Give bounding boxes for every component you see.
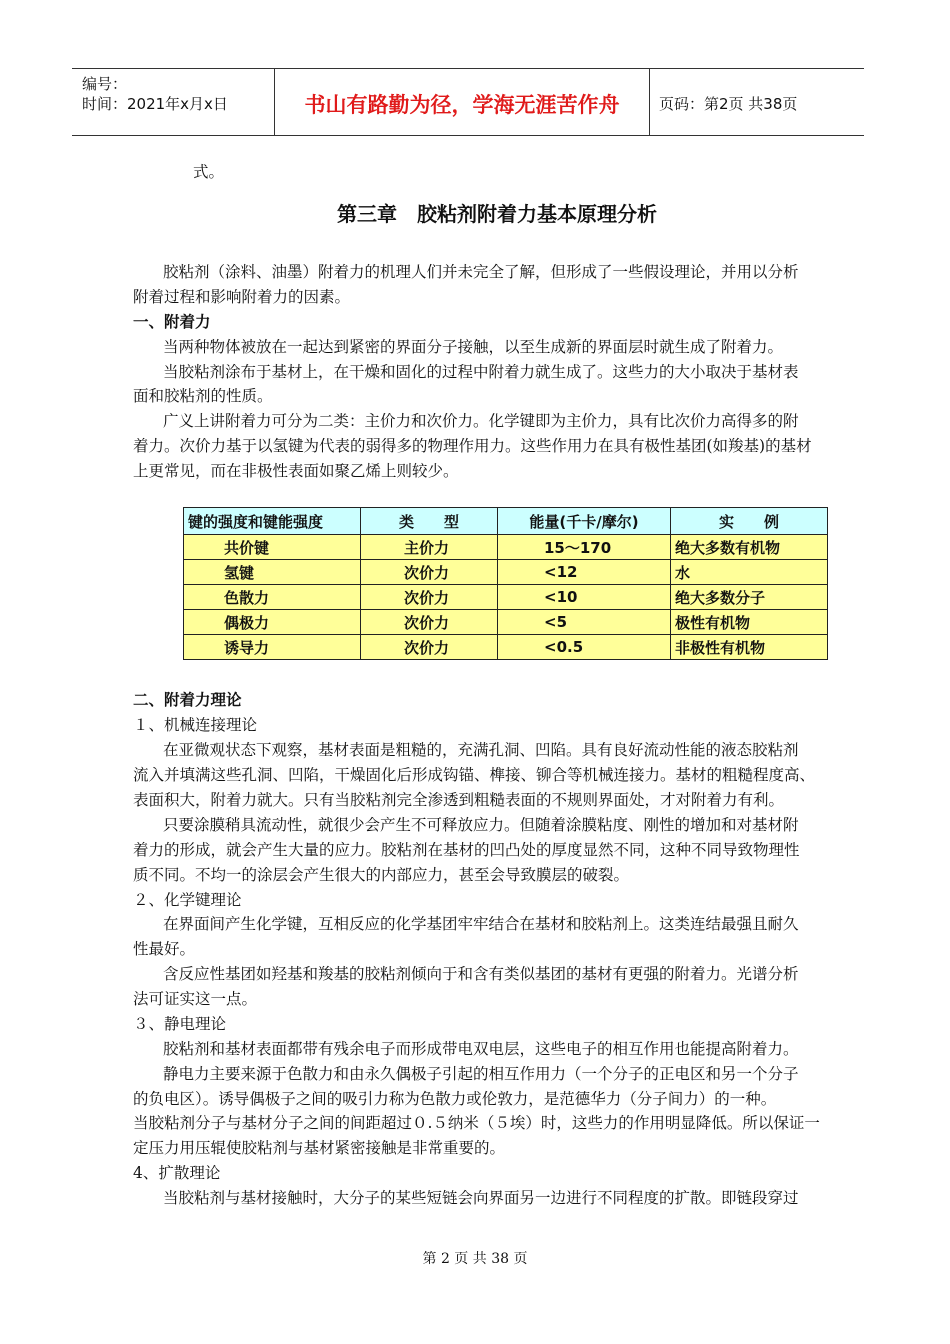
subheading: 4、扩散理论 bbox=[133, 1164, 221, 1182]
header-page-number: 页码：第2页 共38页 bbox=[659, 95, 798, 113]
paragraph: 着力的形成，就会产生大量的应力。胶粘剂在基材的凹凸处的厚度显然不同，这种不同导致物理性 bbox=[133, 841, 800, 859]
table-cell: 次价力 bbox=[361, 585, 498, 610]
paragraph: 流入并填满这些孔洞、凹陷，干燥固化后形成钩锚、榫接、铆合等机械连接力。基材的粗糙程度高、 bbox=[133, 766, 816, 784]
table-cell: <10 bbox=[498, 585, 671, 610]
table-header-row bbox=[184, 508, 828, 535]
paragraph: 广义上讲附着力可分为二类：主价力和次价力。化学键即为主价力，具有比次价力高得多的附 bbox=[163, 412, 799, 430]
subheading: ３、静电理论 bbox=[133, 1015, 227, 1033]
table-row bbox=[184, 610, 828, 635]
doc-time: 时间：2021年x月x日 bbox=[82, 95, 228, 113]
table-cell: 色散力 bbox=[184, 585, 361, 610]
table-cell: 非极性有机物 bbox=[671, 635, 828, 660]
paragraph: 在亚微观状态下观察，基材表面是粗糙的，充满孔洞、凹陷。具有良好流动性能的液态胶粘剂 bbox=[163, 741, 799, 759]
paragraph: 性最好。 bbox=[133, 940, 196, 958]
table-row bbox=[184, 560, 828, 585]
table-cell: 绝大多数有机物 bbox=[671, 535, 828, 560]
table-cell: 氢键 bbox=[184, 560, 361, 585]
intro-line-2: 附着过程和影响附着力的因素。 bbox=[133, 288, 351, 306]
paragraph: 定压力用压辊使胶粘剂与基材紧密接触是非常重要的。 bbox=[133, 1139, 506, 1157]
table-header-cell: 实 例 bbox=[671, 508, 828, 535]
paragraph: 着力。次价力基于以氢键为代表的弱得多的物理作用力。这些作用力在具有极性基团(如羧基)的基材 bbox=[133, 437, 812, 455]
table-cell: <5 bbox=[498, 610, 671, 635]
paragraph: 静电力主要来源于色散力和由永久偶极子引起的相互作用力（一个分子的正电区和另一个分子 bbox=[163, 1065, 799, 1083]
section-heading-theories: 二、附着力理论 bbox=[133, 691, 242, 709]
table-cell: 极性有机物 bbox=[671, 610, 828, 635]
table-cell: 诱导力 bbox=[184, 635, 361, 660]
table-cell: 主价力 bbox=[361, 535, 498, 560]
paragraph: 面和胶粘剂的性质。 bbox=[133, 387, 273, 405]
chapter-title: 第三章 胶粘剂附着力基本原理分析 bbox=[337, 202, 657, 226]
paragraph: 法可证实这一点。 bbox=[133, 990, 258, 1008]
table-row bbox=[184, 535, 828, 560]
table-row bbox=[184, 585, 828, 610]
page-header bbox=[72, 68, 864, 136]
header-motto-cell bbox=[274, 69, 650, 135]
subheading: ２、化学键理论 bbox=[133, 891, 242, 909]
table-header-cell: 能量(千卡/摩尔) bbox=[498, 508, 671, 535]
paragraph: 胶粘剂和基材表面都带有残余电子而形成带电双电层，这些电子的相互作用也能提高附着力。 bbox=[163, 1040, 799, 1058]
subheading: １、机械连接理论 bbox=[133, 716, 258, 734]
paragraph: 当胶粘剂分子与基材分子之间的间距超过０.５纳米（５埃）时，这些力的作用明显降低。所以保证一 bbox=[133, 1114, 820, 1132]
bond-strength-table bbox=[183, 507, 828, 660]
paragraph: 当胶粘剂涂布于基材上，在干燥和固化的过程中附着力就生成了。这些力的大小取决于基材表 bbox=[163, 363, 799, 381]
table-cell: 偶极力 bbox=[184, 610, 361, 635]
paragraph: 当胶粘剂与基材接触时，大分子的某些短链会向界面另一边进行不同程度的扩散。即链段穿过 bbox=[163, 1189, 799, 1207]
table-cell: 次价力 bbox=[361, 635, 498, 660]
table-cell: 共价键 bbox=[184, 535, 361, 560]
table-cell: 次价力 bbox=[361, 560, 498, 585]
intro-line-1: 胶粘剂（涂料、油墨）附着力的机理人们并未完全了解，但形成了一些假设理论，并用以分析 bbox=[163, 263, 799, 281]
paragraph: 的负电区）。诱导偶极子之间的吸引力称为色散力或伦敦力，是范德华力（分子间力）的一种。 bbox=[133, 1090, 777, 1108]
paragraph: 在界面间产生化学键，互相反应的化学基团牢牢结合在基材和胶粘剂上。这类连结最强且耐久 bbox=[163, 915, 799, 933]
table-cell: 次价力 bbox=[361, 610, 498, 635]
table-cell: <0.5 bbox=[498, 635, 671, 660]
table-header-cell: 类 型 bbox=[361, 508, 498, 535]
section-heading-adhesion: 一、附着力 bbox=[133, 313, 211, 331]
table-cell: 绝大多数分子 bbox=[671, 585, 828, 610]
table-row bbox=[184, 635, 828, 660]
header-motto: 书山有路勤为径，学海无涯苦作舟 bbox=[304, 93, 620, 117]
paragraph: 只要涂膜稍具流动性，就很少会产生不可释放应力。但随着涂膜粘度、刚性的增加和对基材附 bbox=[163, 816, 799, 834]
paragraph: 上更常见，而在非极性表面如聚乙烯上则较少。 bbox=[133, 462, 459, 480]
prev-line: 式。 bbox=[193, 163, 225, 181]
page-footer: 第 2 页 共 38 页 bbox=[422, 1251, 528, 1267]
paragraph: 表面积大，附着力就大。只有当胶粘剂完全渗透到粗糙表面的不规则界面处，才对附着力有利。 bbox=[133, 791, 785, 809]
table-cell: 15～170 bbox=[498, 535, 671, 560]
header-meta bbox=[72, 69, 274, 135]
paragraph: 质不同。不均一的涂层会产生很大的内部应力，甚至会导致膜层的破裂。 bbox=[133, 866, 630, 884]
header-page-cell bbox=[649, 69, 864, 135]
paragraph: 含反应性基团如羟基和羧基的胶粘剂倾向于和含有类似基团的基材有更强的附着力。光谱分析 bbox=[163, 965, 799, 983]
table-cell: <12 bbox=[498, 560, 671, 585]
doc-number: 编号： bbox=[82, 75, 128, 93]
table-cell: 水 bbox=[671, 560, 828, 585]
table-header-cell: 键的强度和键能强度 bbox=[184, 508, 361, 535]
paragraph: 当两种物体被放在一起达到紧密的界面分子接触，以至生成新的界面层时就生成了附着力。 bbox=[163, 338, 784, 356]
